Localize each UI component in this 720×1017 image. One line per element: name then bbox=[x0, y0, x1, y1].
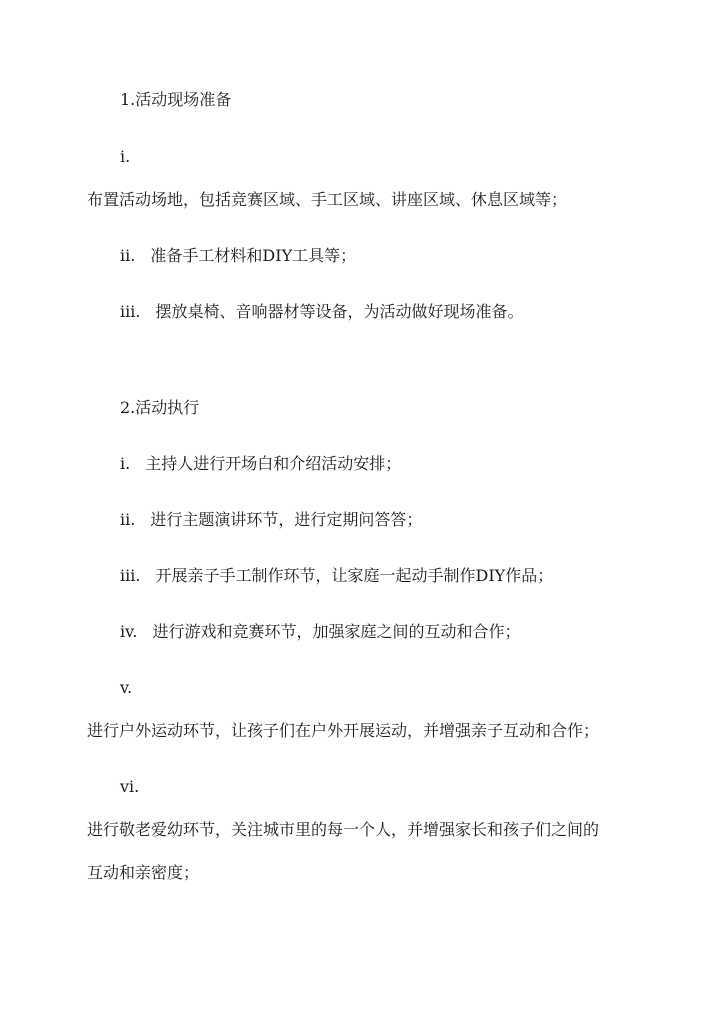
list-item-text: 摆放桌椅、音响器材等设备，为活动做好现场准备。 bbox=[155, 302, 524, 321]
section-heading: 1.活动现场准备 bbox=[120, 90, 232, 109]
list-marker: ii. bbox=[120, 510, 136, 529]
list-item-text: 准备手工材料和DIY工具等； bbox=[150, 246, 357, 265]
list-item-text: 进行主题演讲环节，进行定期问答答； bbox=[150, 510, 423, 529]
list-marker: vi. bbox=[120, 777, 140, 796]
list-item-text: 进行户外运动环节，让孩子们在户外开展运动，并增强亲子互动和合作； bbox=[87, 721, 600, 740]
list-marker: iii. bbox=[120, 302, 141, 321]
list-item bbox=[120, 302, 524, 322]
list-marker: i. bbox=[120, 454, 131, 473]
list-item bbox=[120, 454, 401, 474]
list-item bbox=[120, 566, 553, 586]
list-item-text: 主持人进行开场白和介绍活动安排； bbox=[145, 454, 402, 473]
list-marker: iv. bbox=[120, 622, 138, 641]
list-marker: v. bbox=[120, 678, 133, 697]
list-marker: ii. bbox=[120, 246, 136, 265]
list-item-text: 布置活动场地，包括竞赛区域、手工区域、讲座区域、休息区域等； bbox=[87, 190, 568, 209]
list-item-text: 进行敬老爱幼环节，关注城市里的每一个人，并增强家长和孩子们之间的 bbox=[87, 820, 600, 839]
list-marker: i. bbox=[120, 147, 131, 166]
list-item-text: 进行游戏和竞赛环节，加强家庭之间的互动和合作； bbox=[152, 622, 521, 641]
section-heading: 2.活动执行 bbox=[120, 398, 200, 417]
list-item-text-continued: 互动和亲密度； bbox=[87, 863, 200, 882]
list-marker: iii. bbox=[120, 566, 141, 585]
list-item-text: 开展亲子手工制作环节，让家庭一起动手制作DIY作品； bbox=[155, 566, 554, 585]
list-item bbox=[120, 510, 422, 530]
list-item bbox=[120, 246, 356, 266]
list-item bbox=[120, 622, 520, 642]
